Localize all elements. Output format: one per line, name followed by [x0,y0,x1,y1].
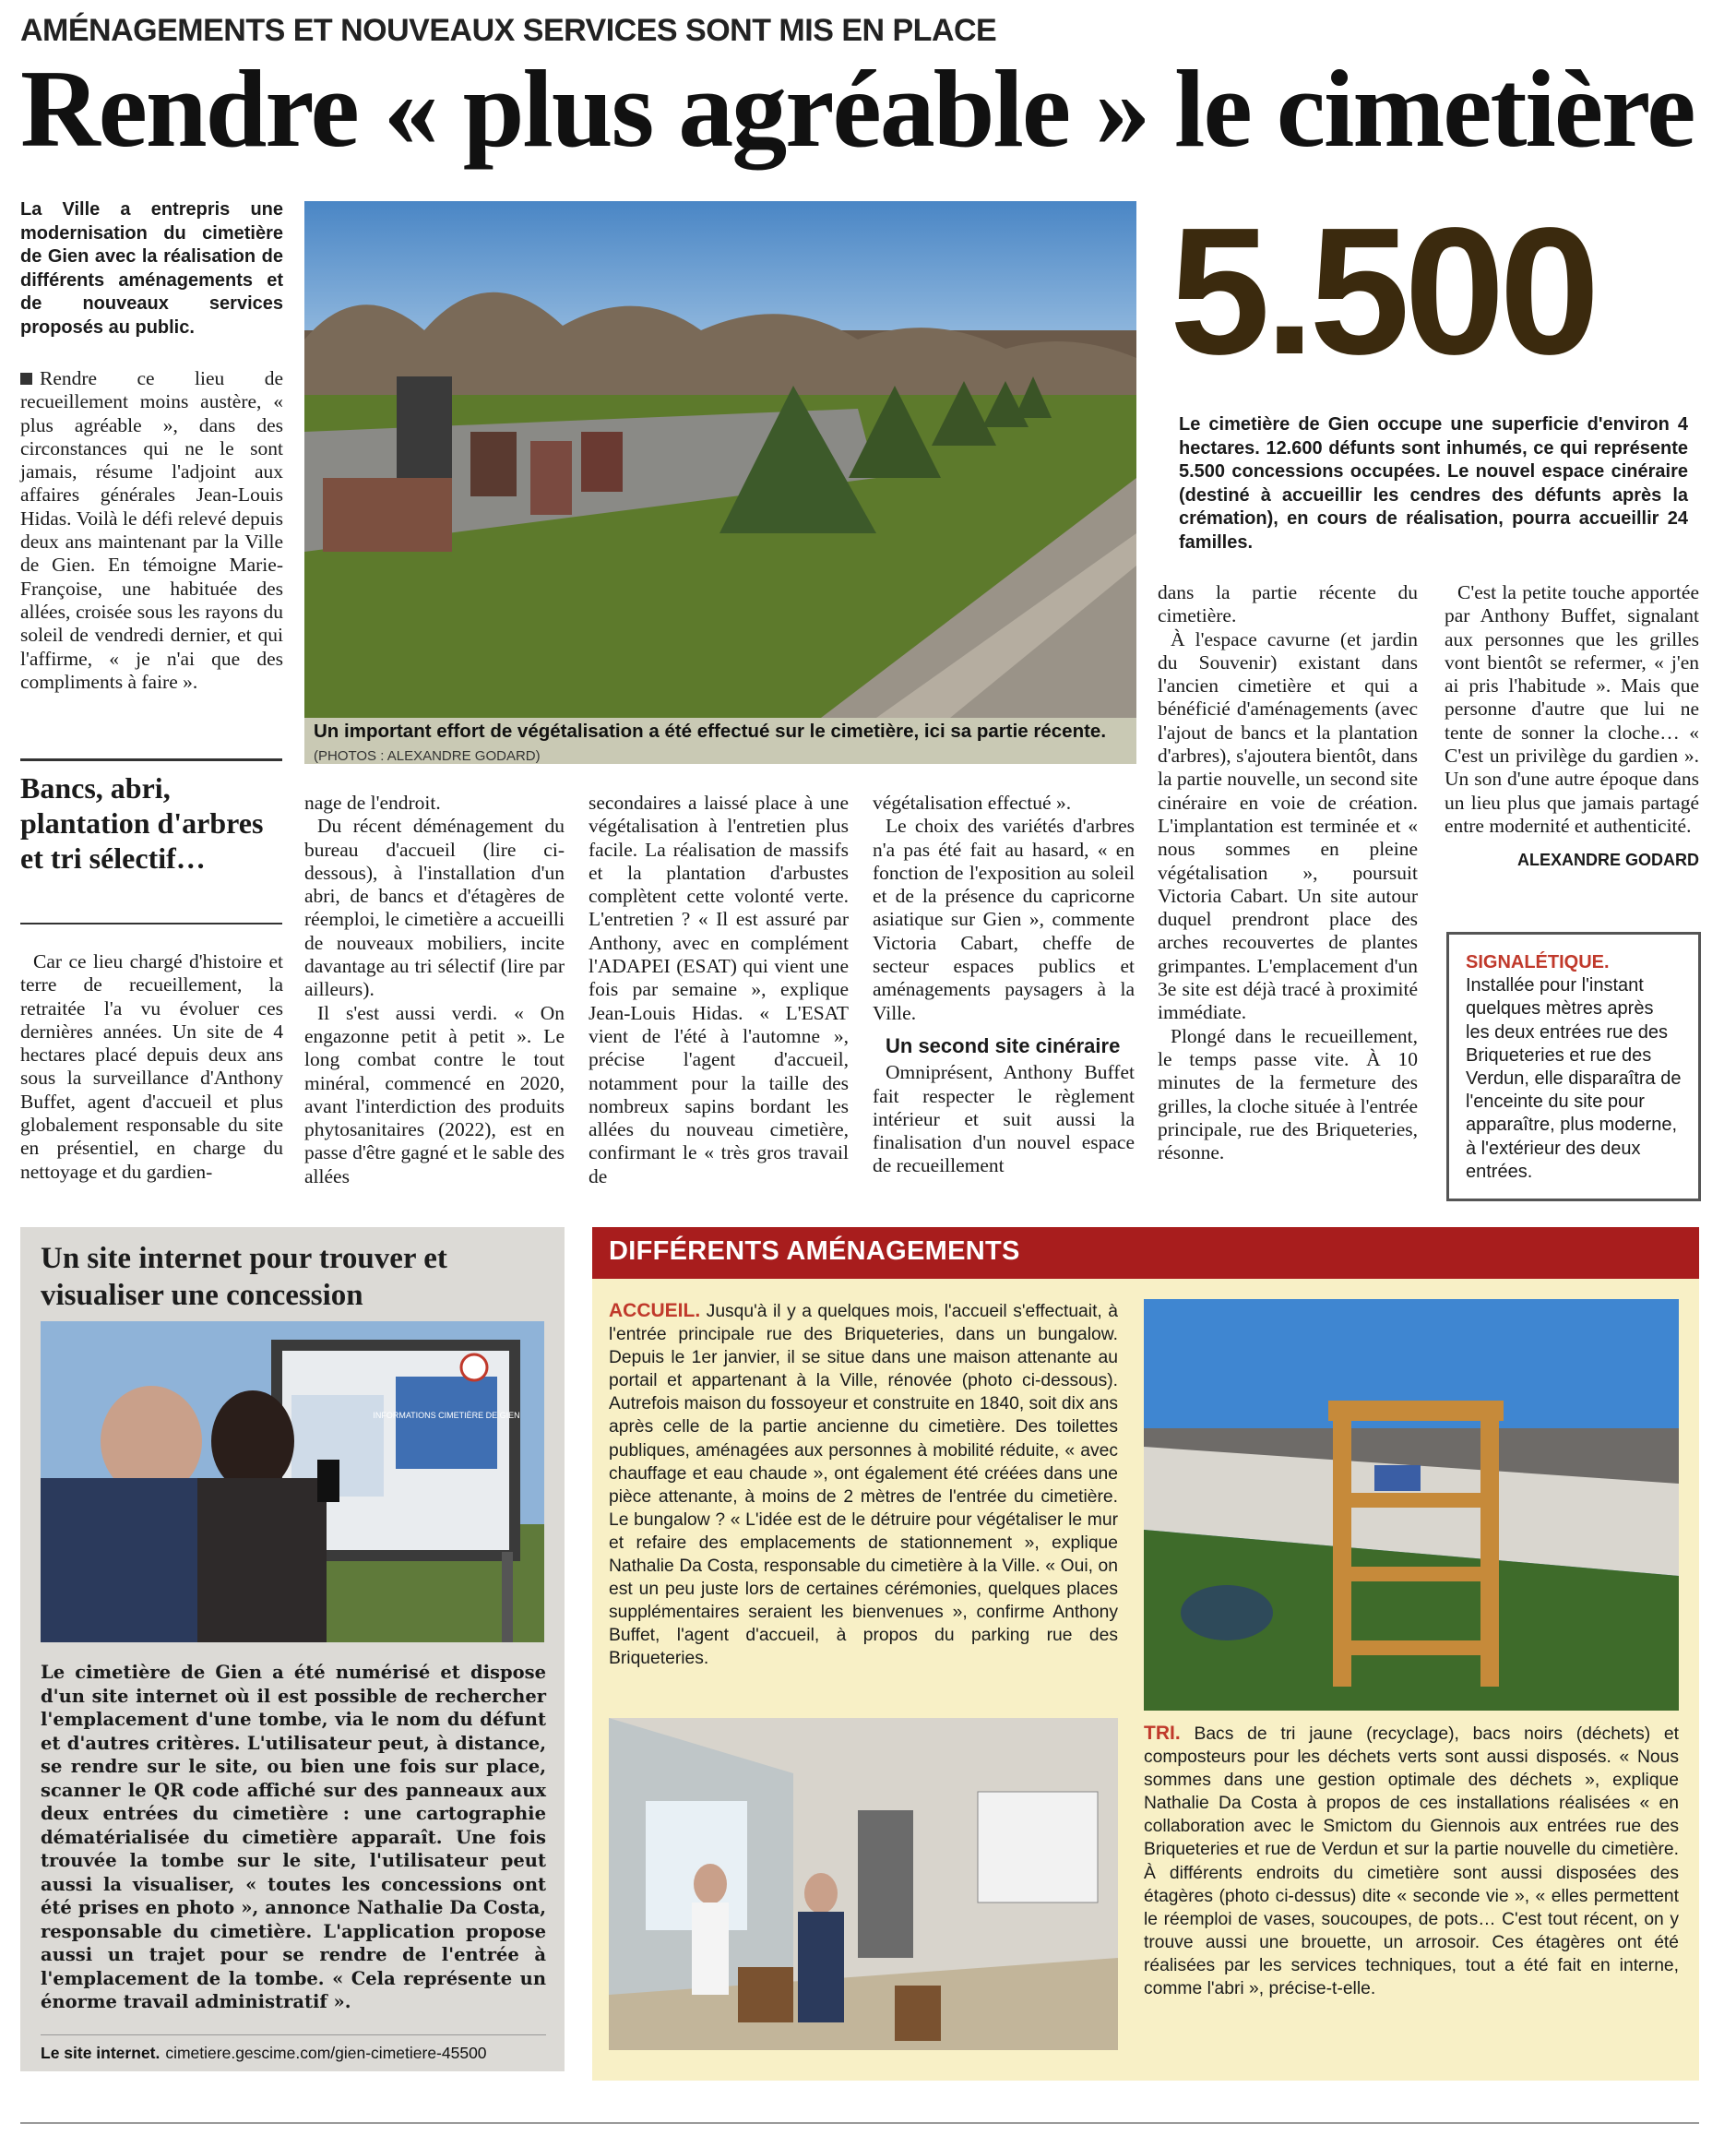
big-stat-text: Le cimetière de Gien occupe une superficie d'environ 4 hectares. 12.600 défunts sont inhumés, ce qui représente 5.500 concessions occupées. Le nouvel espace cinéraire (destiné à accueillir les cendres des défunts après la crémation), en cours de réalisation, pourra accueillir 24 familles. [1179,414,1688,553]
body-column-6: C'est la petite touche apportée par Anthony Buffet, signalant aux personnes que les grilles vont bientôt se refermer, « j'en ai pris l'habitude ». Mais que personne d'autre que lui ne tente de sonner la cloche… « C'est un privilège du gardien ». Un son d'une autre époque dans un lieu plus que jamais partagé entre modernité et authenticité. ALEXANDRE GODARD [1445,581,1699,873]
tri-photo [1144,1299,1679,1711]
chapo: La Ville a entrepris une modernisation du cimetière de Gien avec la réalisation de différents aménagements et de nouveaux services proposés au public. [20,199,283,338]
website-link-label: Le site internet. [41,2044,161,2062]
website-link[interactable] [41,2044,487,2063]
tri-label: TRI. [1144,1723,1181,1744]
body-column-4: végétalisation effectué ». Le choix des variétés d'arbres n'a pas été fait au hasard, « en fonction de l'exposition au soleil et de la présence du capricorne asiatique sur Gien », commente Victoria Cabart, cheffe de secteur espaces publics et aménagements paysagers à la Ville. Un second site cinéraire Omniprésent, Anthony Buffet fait respecter le règlement intérieur et suit aussi la finalisation d'un nouvel espace de recueillement [873,792,1135,1177]
body-column-3: secondaires a laissé place à une végétalisation à l'entretien plus facile. La réalisation de massifs et la plantation d'arbustes complètent cette volonté verte. L'entretien ? « Il est assuré par Anthony, avec en complément l'ADAPEI (ESAT) qui vient une fois par semaine », explique Jean-Louis Hidas. « L'ESAT vient de l'été à l'automne », précise l'agent d'accueil, notamment pour la taille des nombreux sapins bordant les allées du nouveau cimetière, confirmant le « très gros travail de [589,792,849,1187]
accueil-label: ACCUEIL. [609,1300,701,1321]
accueil-text: ACCUEIL. Jusqu'à il y a quelques mois, l'accueil s'effectuait, à l'entrée principale rue des Briqueteries, dans un bungalow. Depuis le 1er janvier, il se situe dans une maison attenante au portail et appartenant à la Ville, rénovée (photo ci-dessous). Autrefois maison du fossoyeur et construite en 1840, soit dix ans après celle de la partie ancienne du cimetière. Des toilettes publiques, aménagées aux personnes à mobilité réduite, « avec chauffage et eau chaude », ont également été créées dans une pièce attenante, à moins de 2 mètres de l'entrée du cimetière. Le bungalow ? « L'idée est de le détruire pour végétaliser le mur et refaire des emplacements de stationnement », explique Nathalie Da Costa, responsable du cimetière à la Ville. « Oui, on est un peu juste lors de certaines cérémonies, quelques places supplémentaires seraient les bienvenues », confirme Anthony Buffet, l'agent d'accueil, à propos du parking rue des Briqueteries. [609,1300,1118,1669]
box-heading-rule [20,923,282,924]
accueil-photo [609,1718,1118,2050]
website-photo [41,1321,544,1642]
office-photo-illustration [609,1718,1118,2050]
website-url[interactable]: cimetiere.gescime.com/gien-cimetiere-45500 [165,2044,487,2062]
signaletique-text: Installée pour l'instant quelques mètres après les deux entrées rue des Briqueteries et rue des Verdun, elle disparaîtra de l'enceinte du site pour apparaître, plus moderne, à l'extérieur des deux entrées. [1466,975,1682,1182]
website-box-title: Un site internet pour trouver et visualiser une concession [41,1242,447,1312]
tri-text: TRI. Bacs de tri jaune (recyclage), bacs noirs (déchets) et composteurs pour les déchets verts sont aussi disposés. « Nous sommes dans une gestion optimale des déchets », explique Nathalie Da Costa à propos de ces installations réalisées « en collaboration avec le Smictom du Giennois aux entrées rue des Briqueteries et rue de Verdun et sur la partie nouvelle du cimetière. À différents endroits du cimetière sont aussi disposées des étagères (photo ci-dessus) dite « seconde vie », « elles permettent le réemploi de vases, soucoupes, de pots… C'est tout récent, on y trouve aussi une brouette, un arrosoir. Ces étagères ont été réalisées par les services techniques, tout a été fait en interne, comme l'abri », précise-t-elle. [1144,1723,1679,1999]
main-photo [304,201,1136,718]
info-panel-sign-text: INFORMATIONS CIMETIÈRE DE GIEN [373,1411,520,1420]
info-panel-photo-illustration [41,1321,544,1642]
signaletique-label: SIGNALÉTIQUE. [1466,952,1610,972]
subhead-second-site: Un second site cinéraire [886,1033,1121,1057]
photo-credit: (PHOTOS : ALEXANDRE GODARD) [314,748,541,764]
body-column-5: dans la partie récente du cimetière. À l'espace cavurne (et jardin du Souvenir) existant dans l'ancien cimetière et qui a bénéficié d'aménagements (avec l'ajout de bancs et la plantation d'arbres), s'ajoutera bientôt, dans la partie nouvelle, un second site cinéraire en voie de création. L'implantation est terminée et « nous sommes en pleine végétalisation », poursuit Victoria Cabart. Un site autour duquel prendront place des arches recouvertes de plantes grimpantes. L'emplacement d'un 3e site est déjà tracé à proximité immédiate. Plongé dans le recueillement, le temps passe vite. À 10 minutes de la fermeture des grilles, la cloche située à l'entrée principale, rue des Briqueteries, résonne. [1158,581,1418,1164]
cemetery-photo-illustration [304,201,1136,718]
bottom-rule [20,2122,1699,2124]
body-column-2: nage de l'endroit. Du récent déménagement du bureau d'accueil (lire ci-dessous), à l'installation d'un abri, de bancs et d'étagères de réemploi, le cimetière a accueilli de nouveaux mobiliers, incite davantage au tri sélectif (lire par ailleurs). Il s'est aussi verdi. « On engazonne petit à petit ». Le long combat contre le tout minéral, commencé en 2020, avant l'interdiction des produits phytosanitaires (2022), est en passe d'être gagné et le sable des allées [304,792,565,1187]
body-column-1: Car ce lieu chargé d'histoire et terre de recueillement, la retraitée l'a vu évoluer ces dernières années. Un site de 4 hectares placé depuis deux ans sous la surveillance d'Anthony Buffet, agent d'accueil et plus globalement responsable du site en présentiel, en charge du nettoyage et du gardien- [20,950,283,1183]
amenagements-banner-title: DIFFÉRENTS AMÉNAGEMENTS [609,1236,1020,1266]
website-link-rule [41,2034,546,2035]
kicker: AMÉNAGEMENTS ET NOUVEAUX SERVICES SONT MIS EN PLACE [20,13,997,48]
shelf-photo-illustration [1144,1299,1679,1711]
signaletique-box [1446,932,1701,1201]
headline: Rendre « plus agréable » le cimetière [20,47,1694,170]
intro-paragraph: Rendre ce lieu de recueillement moins austère, « plus agréable », dans des circonstances qui ne le sont jamais, résume l'adjoint aux affaires générales Jean-Louis Hidas. Voilà le défi relevé depuis deux ans maintenant par la Ville de Gien. En témoigne Marie-Françoise, une habituée des allées, croisée sous les rayons du soleil de vendredi dernier, et qui l'affirme, « je n'ai que des compliments à faire ». [20,367,283,693]
main-photo-caption: Un important effort de végétalisation a été effectué sur le cimetière, ici sa partie récente. (PHOTOS : ALEXANDRE GODARD) [314,721,1107,764]
box-heading: Bancs, abri, plantation d'arbres et tri sélectif… [20,758,282,876]
website-body: Le cimetière de Gien a été numérisé et dispose d'un site internet où il est possible de rechercher l'emplacement d'une tombe, via le nom du défunt et d'autres critères. L'utilisateur peut, à distance, se rendre sur le site, ou bien une fois sur place, scanner le QR code affiché sur des panneaux aux deux entrées du cimetière : une cartographie dématérialisée du cimetière apparaît. Une fois trouvée la tombe sur le site, l'utilisateur peut aussi la visualiser, « toutes les concessions ont été prises en photo », annonce Nathalie Da Costa, responsable du cimetière. L'application propose aussi un trajet pour se rendre de l'entrée à l'emplacement de la tombe. « Cela représente un énorme travail administratif ». [41,1662,546,2012]
byline: ALEXANDRE GODARD [1516,851,1699,870]
big-stat-number: 5.500 [1170,190,1595,392]
paragraph-marker-icon [20,373,32,385]
